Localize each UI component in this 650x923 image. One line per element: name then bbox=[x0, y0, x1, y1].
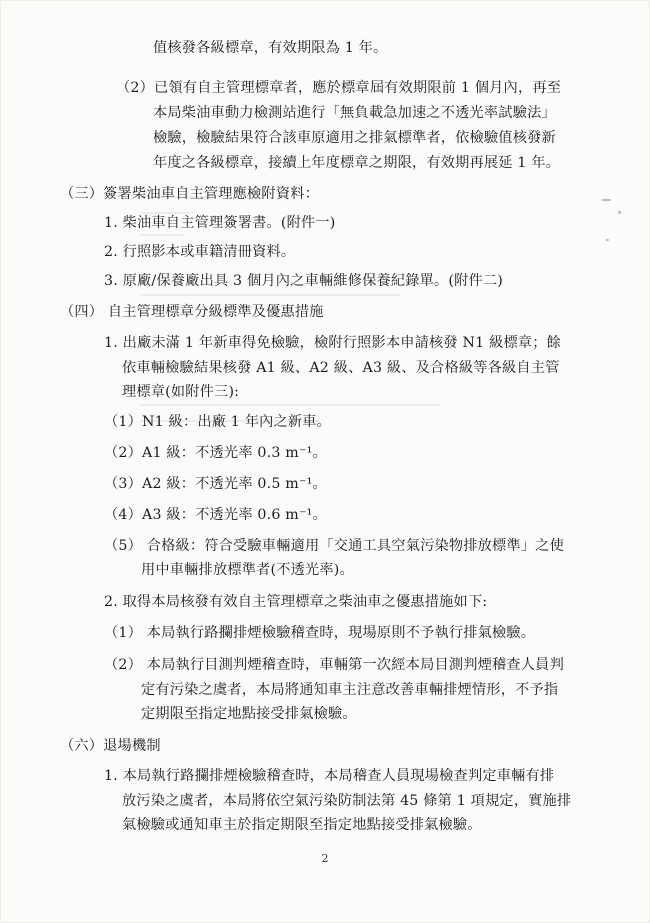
text-line: 2. 行照影本或車籍清冊資料。 bbox=[104, 244, 296, 260]
text-line: （1） 本局執行路攔排煙檢驗稽查時，現場原則不予執行排氣檢驗。 bbox=[104, 625, 536, 641]
page-number: 2 bbox=[321, 852, 329, 865]
text-line: 定期限至指定地點接受排氣檢驗。 bbox=[141, 706, 357, 722]
text-line: 用中車輛排放標準者(不透光率)。 bbox=[141, 562, 354, 578]
text-line: 氣檢驗或通知車主於指定期限至指定地點接受排氣檢驗。 bbox=[122, 817, 482, 833]
text-line: （4）A3 級：不透光率 0.6 m⁻¹。 bbox=[104, 507, 327, 523]
text-line: 1. 出廠未滿 1 年新車得免檢驗，檢附行照影本申請核發 N1 級標章；餘 bbox=[104, 335, 562, 351]
text-line: （2） 本局執行目測判煙稽查時，車輛第一次經本局目測判煙稽查人員判 bbox=[104, 657, 564, 673]
text-line: 定有污染之虞者，本局將通知車主注意改善車輛排煙情形，不予指 bbox=[141, 682, 559, 698]
text-line: 放污染之虞者，本局將依空氣污染防制法第 45 條第 1 項規定，實施排 bbox=[122, 793, 572, 809]
scan-speck bbox=[602, 199, 611, 201]
text-line: 理標章(如附件三): bbox=[122, 384, 240, 400]
scan-speck bbox=[618, 211, 621, 214]
text-line: 年度之各級標章，接續上年度標章之期限，有效期再展延 1 年。 bbox=[153, 155, 561, 171]
text-line: 依車輛檢驗結果核發 A1 級、A2 級、A3 級、及合格級等各級自主管 bbox=[122, 360, 560, 376]
text-line: （2）A1 級：不透光率 0.3 m⁻¹。 bbox=[104, 445, 327, 461]
text-line: （1）N1 級：出廠 1 年內之新車。 bbox=[104, 414, 332, 430]
section-heading: （六）退場機制 bbox=[60, 738, 161, 754]
text-line: 3. 原廠/保養廠出具 3 個月內之車輛維修保養紀錄單。(附件二) bbox=[104, 273, 504, 289]
text-line: 1. 柴油車自主管理簽署書。(附件一) bbox=[104, 215, 336, 231]
section-heading: （四） 自主管理標章分級標準及優惠措施 bbox=[60, 304, 324, 320]
text-line: （2）已領有自主管理標章者，應於標章屆有效期限前 1 個月內，再至 bbox=[116, 80, 562, 96]
text-line: （5） 合格級：符合受驗車輛適用「交通工具空氣污染物排放標準」之使 bbox=[104, 538, 564, 554]
text-line: （3）A2 級：不透光率 0.5 m⁻¹。 bbox=[104, 476, 327, 492]
section-heading: （三）簽署柴油車自主管理應檢附資料： bbox=[60, 186, 319, 202]
text-line: 檢驗，檢驗結果符合該車原適用之排氣標準者，依檢驗值核發新 bbox=[153, 130, 556, 146]
text-line: 2. 取得本局核發有效自主管理標章之柴油車之優惠措施如下: bbox=[104, 594, 488, 610]
scan-bleed bbox=[140, 234, 185, 236]
text-line: 本局柴油車動力檢測站進行「無負載急加速之不透光率試驗法」 bbox=[153, 105, 556, 121]
scan-bleed bbox=[140, 404, 440, 406]
text-line: 值核發各級標章，有效期限為 1 年。 bbox=[153, 40, 388, 56]
text-line: 1. 本局執行路攔排煙檢驗稽查時，本局稽查人員現場檢查判定車輛有排 bbox=[104, 768, 555, 784]
scan-bleed bbox=[140, 294, 400, 296]
scan-speck bbox=[606, 239, 609, 241]
